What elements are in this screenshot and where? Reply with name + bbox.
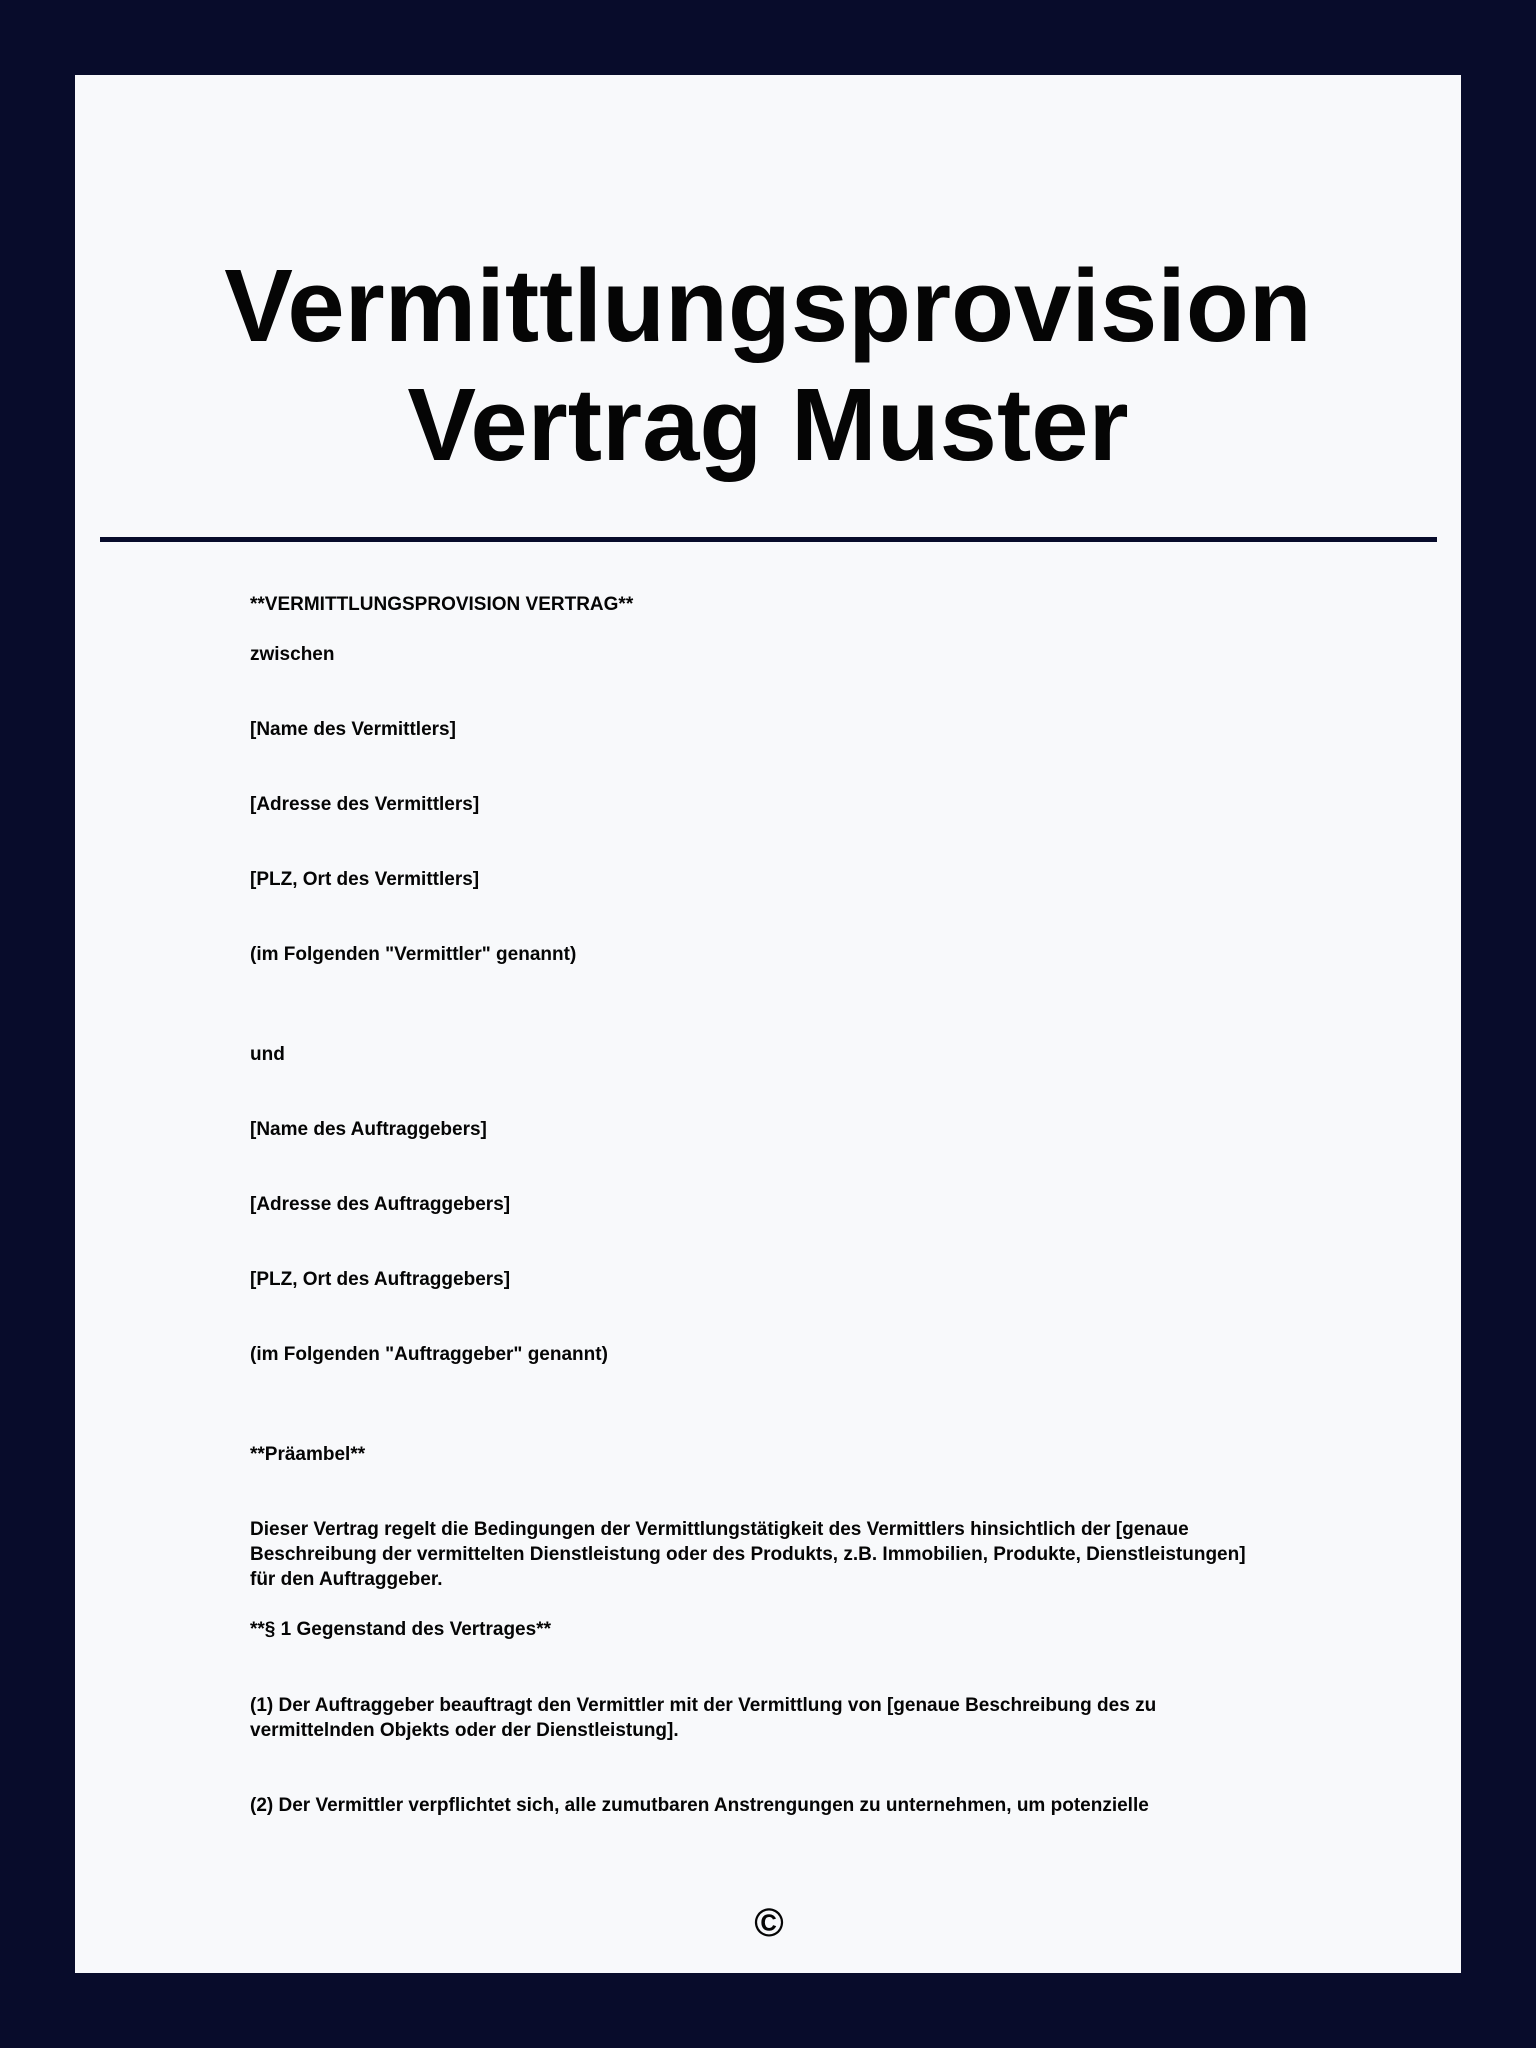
party1-designation: (im Folgenden "Vermittler" genannt)	[250, 944, 577, 965]
party2-address: [Adresse des Auftraggebers]	[250, 1194, 511, 1215]
contract-heading: **VERMITTLUNGSPROVISION VERTRAG**	[250, 594, 634, 615]
party1-address: [Adresse des Vermittlers]	[250, 794, 480, 815]
section1-paragraph-1: (1) Der Auftraggeber beauftragt den Vermittler mit der Vermittlung von [genaue Beschreibung des zu vermittelnden Objekts oder der Dienstleistung].	[250, 1695, 1157, 1741]
section1-heading: **§ 1 Gegenstand des Vertrages**	[250, 1619, 551, 1640]
party2-designation: (im Folgenden "Auftraggeber" genannt)	[250, 1344, 608, 1365]
title-line-2: Vertrag Muster	[407, 367, 1129, 482]
title-divider	[100, 537, 1437, 542]
and-label: und	[250, 1044, 285, 1065]
party1-name: [Name des Vermittlers]	[250, 719, 456, 740]
party2-city: [PLZ, Ort des Auftraggebers]	[250, 1269, 511, 1290]
party1-city: [PLZ, Ort des Vermittlers]	[250, 869, 480, 890]
party2-name: [Name des Auftraggebers]	[250, 1119, 487, 1140]
section1-paragraph-2: (2) Der Vermittler verpflichtet sich, alle zumutbaren Anstrengungen zu unternehmen, um potenzielle	[250, 1795, 1149, 1816]
copyright-icon: ©	[754, 1901, 784, 1945]
title-line-1: Vermittlungsprovision	[224, 248, 1312, 363]
preamble-heading: **Präambel**	[250, 1444, 366, 1465]
preamble-text: Dieser Vertrag regelt die Bedingungen der Vermittlungstätigkeit des Vermittlers hinsichtlich der [genaue Beschreibung der vermittelten Dienstleistung oder des Produkts, z.B. Immobilien, Produkte, Dienstleistungen] für den Auftraggeber.	[250, 1519, 1246, 1590]
document-title	[0, 246, 1536, 484]
between-label: zwischen	[250, 644, 335, 665]
